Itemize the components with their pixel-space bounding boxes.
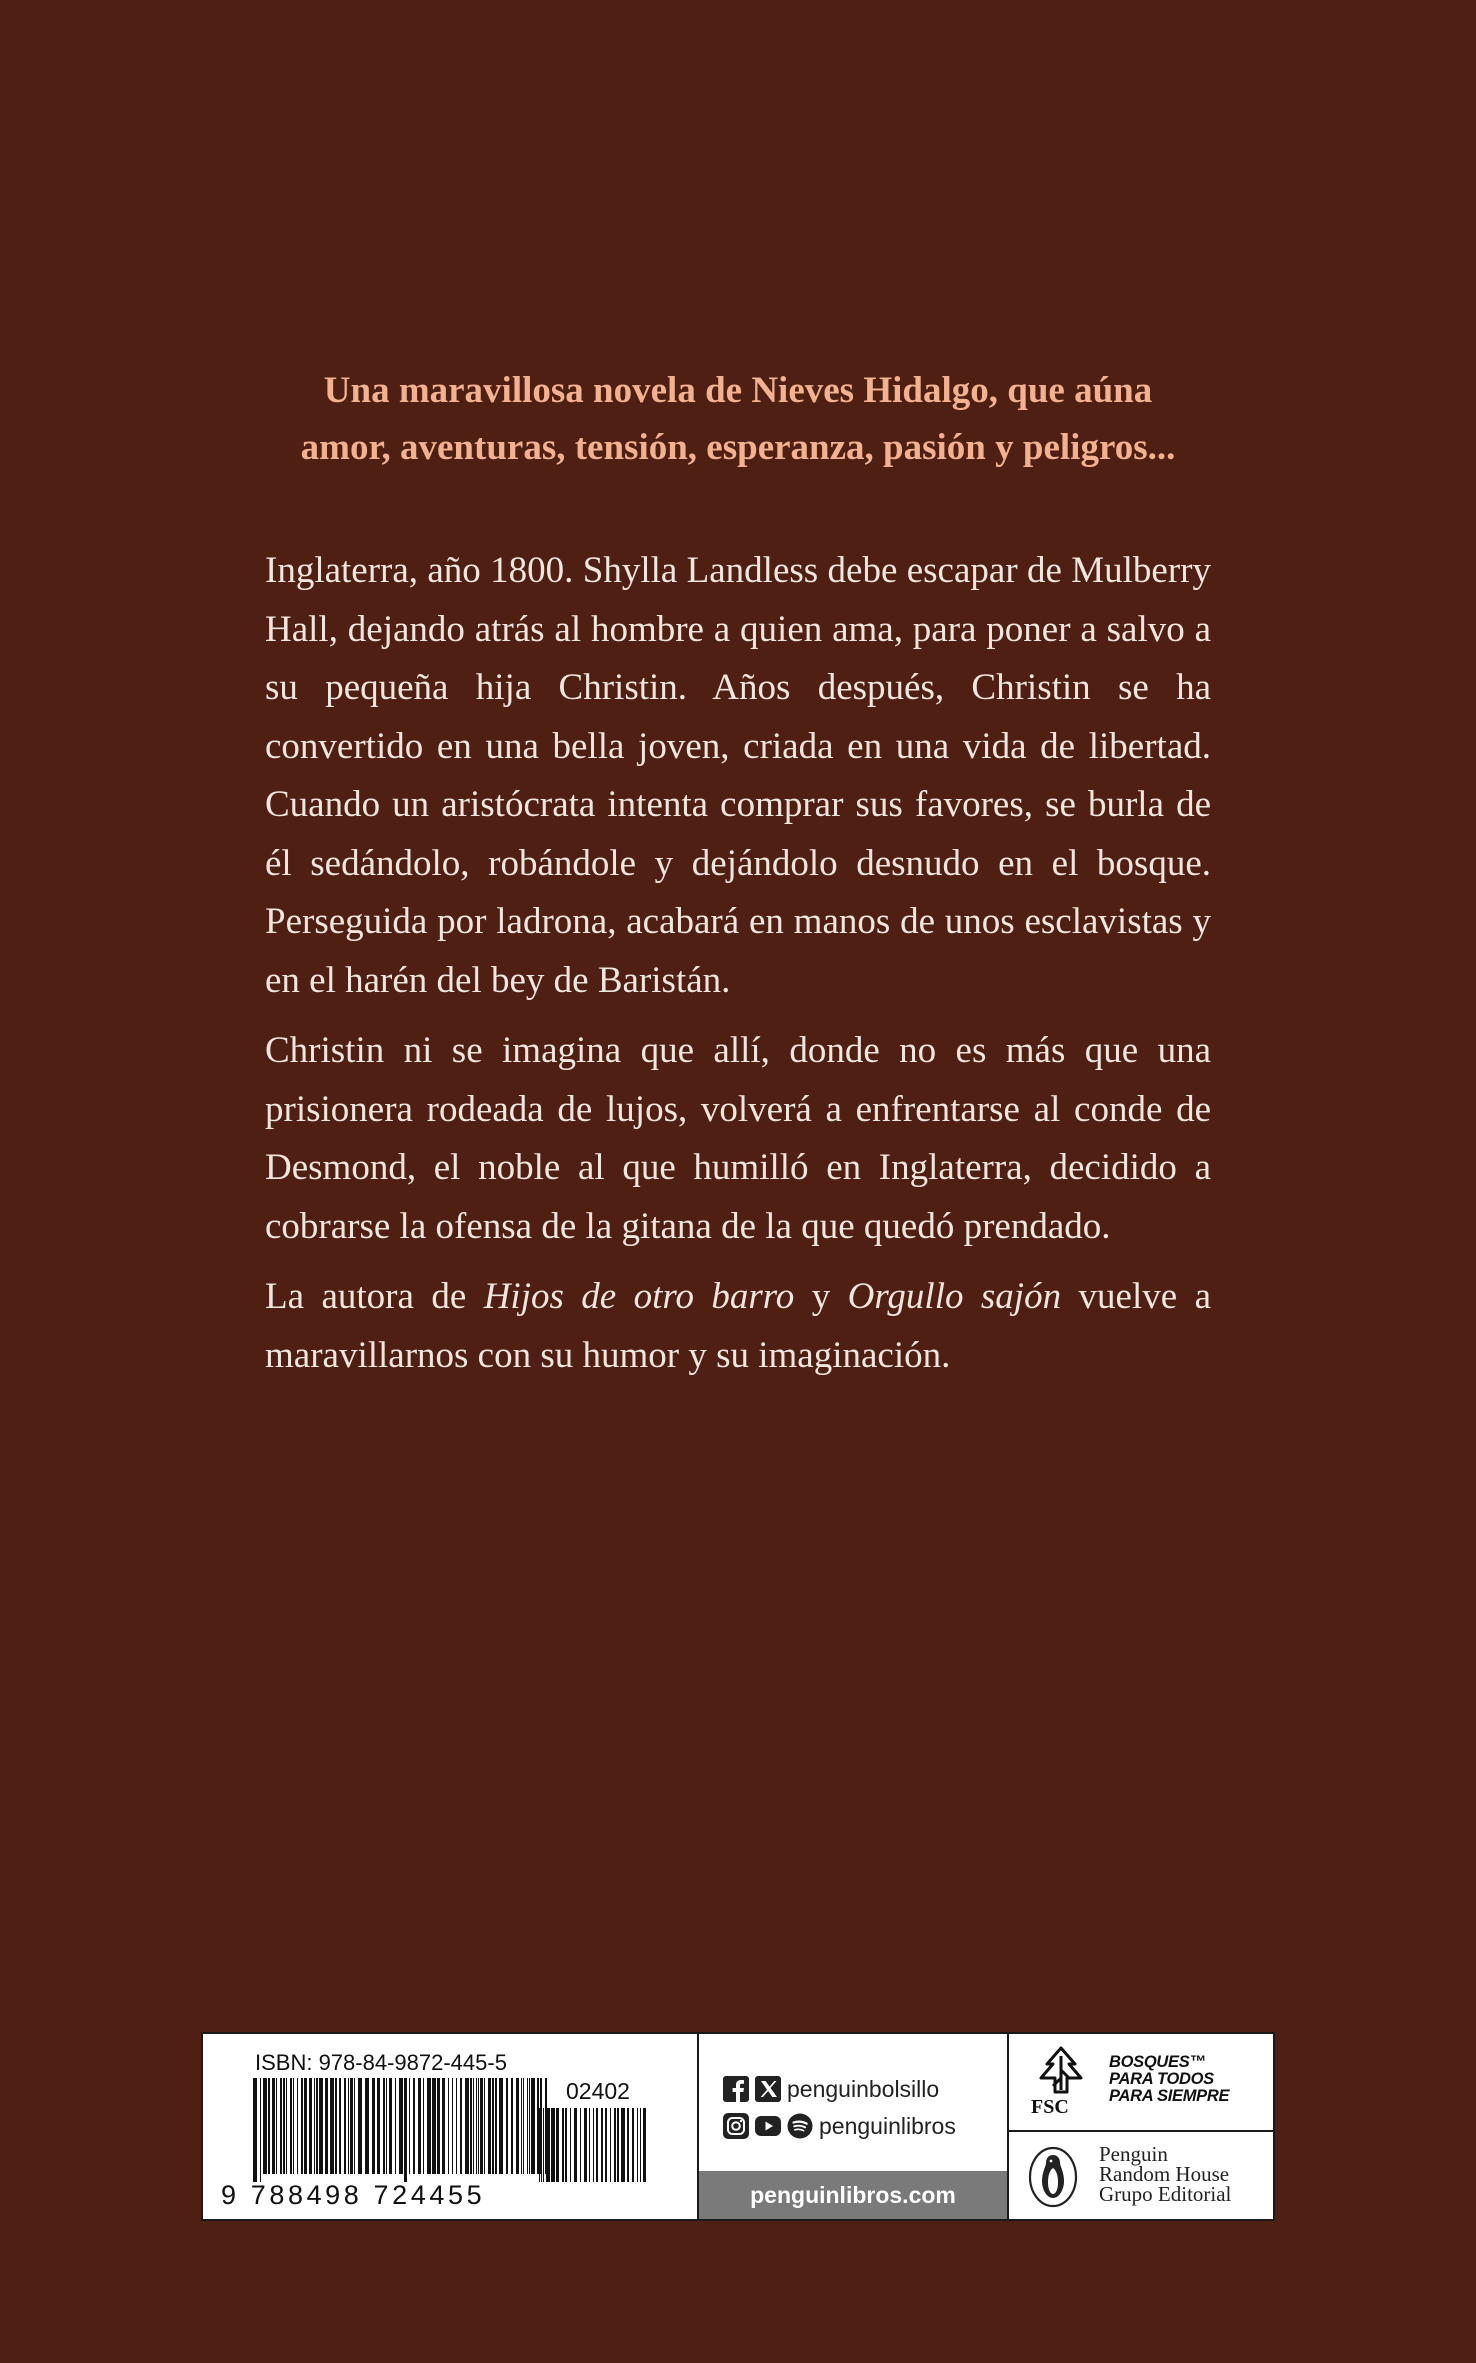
barcode-bar xyxy=(605,2108,607,2182)
book-title-2: Orgullo sajón xyxy=(847,1276,1062,1317)
barcode-bar xyxy=(551,2108,555,2182)
barcode-bar xyxy=(413,2078,415,2174)
barcode-bar xyxy=(565,2108,567,2182)
tagline xyxy=(265,362,1211,476)
barcode-bar xyxy=(399,2078,403,2174)
price-code: 02402 xyxy=(566,2078,630,2104)
barcode-bar xyxy=(610,2108,611,2182)
barcode-bar xyxy=(478,2078,479,2174)
spotify-icon xyxy=(787,2113,813,2139)
barcode-bar xyxy=(529,2078,530,2174)
barcode-bar xyxy=(465,2078,469,2174)
barcode-bar xyxy=(511,2078,513,2174)
barcode-bar xyxy=(389,2078,392,2174)
website-link[interactable]: penguinlibros.com xyxy=(750,2181,956,2208)
barcode-bar xyxy=(523,2078,524,2174)
barcode-bar xyxy=(488,2078,491,2174)
barcode-bar xyxy=(593,2108,594,2182)
barcode-bar xyxy=(643,2108,646,2182)
barcode-bar xyxy=(492,2078,494,2174)
barcode-bar xyxy=(546,2108,550,2182)
barcode-bar xyxy=(280,2078,282,2174)
barcode-bar xyxy=(276,2078,277,2174)
barcode-bar xyxy=(423,2078,424,2174)
synopsis-p3-intro: La autora de xyxy=(265,1276,484,1317)
barcode-bar xyxy=(272,2078,275,2174)
social-panel xyxy=(697,2034,1009,2219)
fsc-slogan xyxy=(1109,2054,1269,2105)
barcode-bar xyxy=(314,2078,315,2174)
barcode-bar xyxy=(521,2078,522,2174)
fsc-label: FSC xyxy=(1031,2096,1069,2118)
barcode-bar xyxy=(621,2108,625,2182)
synopsis-p3-rest: vuelve a maravillarnos con su humor y su imaginación. xyxy=(265,1276,1211,1376)
barcode-bar xyxy=(301,2078,303,2174)
barcode-bar xyxy=(358,2078,362,2174)
barcode-bar xyxy=(574,2108,577,2182)
barcode-bar xyxy=(372,2078,375,2174)
barcode-bar xyxy=(601,2108,603,2182)
synopsis-paragraph-3 xyxy=(265,1268,1211,1385)
fsc-slogan-line-2: PARA TODOS xyxy=(1109,2070,1214,2088)
youtube-icon xyxy=(755,2113,781,2139)
barcode-bar xyxy=(404,2078,407,2182)
barcode-bar xyxy=(543,2108,544,2182)
barcode-bar xyxy=(460,2078,462,2174)
synopsis xyxy=(265,542,1211,1397)
synopsis-paragraph-2: Christin ni se imagina que allí, donde no es más que una prisionera rodeada de lujos, volverá a enfrentarse al conde de Desmond, el noble al que humilló en Inglaterra, decidido a cobrarse la ofensa de la gitana de la que quedó prendado. xyxy=(265,1030,1211,1247)
barcode-bar xyxy=(527,2078,528,2174)
barcode-bar xyxy=(456,2078,457,2174)
synopsis-p3-and: y xyxy=(794,1276,848,1317)
barcode-bar xyxy=(640,2108,641,2182)
barcode-bar xyxy=(437,2078,440,2174)
fsc-certification xyxy=(1009,2034,1273,2132)
barcode-bar xyxy=(335,2078,337,2174)
barcode-bar xyxy=(339,2078,341,2174)
barcode-bar xyxy=(354,2078,355,2174)
barcode-bar xyxy=(309,2078,312,2174)
barcode-bar xyxy=(365,2078,369,2174)
barcode-bar xyxy=(418,2078,421,2174)
barcode-bar xyxy=(290,2078,292,2174)
social-handle-1: penguinbolsillo xyxy=(787,2075,940,2102)
barcode-bar xyxy=(499,2078,503,2174)
barcode-bar xyxy=(484,2078,485,2174)
fsc-tree-icon xyxy=(1031,2044,1091,2096)
barcode-bar xyxy=(596,2108,598,2182)
barcode-bar xyxy=(319,2078,323,2174)
barcode-bar xyxy=(286,2078,287,2174)
barcode-bar xyxy=(580,2108,581,2182)
barcode-bar xyxy=(293,2078,294,2174)
barcode-bar xyxy=(584,2108,587,2182)
penguin-logo-icon xyxy=(1027,2146,1079,2208)
barcode-bar xyxy=(539,2108,540,2182)
barcode-bar xyxy=(260,2078,261,2182)
barcode-bar xyxy=(531,2078,535,2174)
instagram-icon xyxy=(723,2113,749,2139)
barcode-bar xyxy=(589,2108,590,2182)
barcode-bar xyxy=(617,2108,619,2182)
ean-digits: 9 788498 724455 xyxy=(221,2180,486,2210)
publisher-line-1: Penguin xyxy=(1099,2142,1168,2166)
barcode-bar xyxy=(470,2078,472,2174)
barcode-bar xyxy=(268,2078,270,2174)
barcode-bar xyxy=(632,2108,634,2182)
website-bar xyxy=(699,2171,1007,2219)
barcode-bar xyxy=(476,2078,477,2174)
barcode-bar xyxy=(442,2078,445,2174)
barcode-bar xyxy=(570,2108,571,2182)
barcode-bar xyxy=(383,2078,385,2174)
tagline-line-2: amor, aventuras, tensión, esperanza, pasión y peligros... xyxy=(300,427,1176,468)
publisher-name xyxy=(1099,2144,1269,2204)
barcode-bar xyxy=(614,2108,616,2182)
barcode-bar xyxy=(627,2108,629,2182)
synopsis-paragraph-1: Inglaterra, año 1800. Shylla Landless debe escapar de Mulberry Hall, dejando atrás al hombre a quien ama, para poner a salvo a su pequeña hija Christin. Años después, Christin se ha convertido en una bella joven, criada en una vida de libertad. Cuando un aristócrata intenta comprar sus favores, se burla de él sedándolo, robándole y dejándolo desnudo en el bosque. Perseguida por ladrona, acabará en manos de unos esclavistas y en el harén del bey de Baristán. xyxy=(265,550,1211,1001)
barcode-bar xyxy=(395,2078,396,2174)
social-row-1 xyxy=(723,2074,939,2104)
barcode-bar xyxy=(506,2078,508,2174)
barcode-bar xyxy=(637,2108,638,2182)
barcode-bar xyxy=(556,2108,559,2182)
back-cover-info-strip xyxy=(201,2032,1275,2221)
barcode-panel xyxy=(203,2034,695,2219)
social-row-2 xyxy=(723,2111,956,2141)
barcode-bar xyxy=(452,2078,453,2174)
barcode-bar xyxy=(297,2078,298,2174)
barcode-bar xyxy=(386,2078,387,2174)
barcode-bar xyxy=(283,2078,285,2174)
barcode-bar xyxy=(263,2078,267,2174)
barcode-bar xyxy=(253,2078,257,2182)
ean-barcode xyxy=(253,2078,553,2182)
barcode-bar xyxy=(344,2078,346,2174)
x-icon xyxy=(755,2076,781,2102)
publisher-line-2: Random House xyxy=(1099,2162,1230,2186)
barcode-bar xyxy=(325,2078,328,2174)
barcode-bar xyxy=(432,2078,436,2174)
barcode-bar xyxy=(316,2078,318,2174)
barcode-bar xyxy=(473,2078,474,2174)
facebook-icon xyxy=(723,2076,749,2102)
fsc-slogan-line-3: PARA SIEMPRE xyxy=(1109,2087,1230,2105)
barcode-bar xyxy=(562,2108,564,2182)
barcode-bar xyxy=(448,2078,449,2174)
tagline-line-1: Una maravillosa novela de Nieves Hidalgo, que aúna xyxy=(323,370,1153,411)
isbn-label: ISBN: 978-84-9872-445-5 xyxy=(255,2050,507,2075)
barcode-bar xyxy=(427,2078,431,2174)
barcode-bar xyxy=(541,2108,542,2182)
logo-panel xyxy=(1009,2034,1273,2219)
social-handle-2: penguinlibros xyxy=(819,2112,956,2139)
book-title-1: Hijos de otro barro xyxy=(483,1276,795,1317)
barcode-bar xyxy=(516,2078,519,2174)
addon-barcode xyxy=(539,2108,649,2182)
barcode-bar xyxy=(377,2078,380,2174)
barcode-bar xyxy=(409,2078,410,2174)
barcode-bar xyxy=(304,2078,307,2174)
fsc-slogan-line-1: BOSQUES™ xyxy=(1109,2053,1206,2071)
barcode-bar xyxy=(495,2078,497,2174)
barcode-bar xyxy=(348,2078,349,2174)
barcode-bar xyxy=(480,2078,483,2174)
publisher-line-3: Grupo Editorial xyxy=(1099,2182,1232,2206)
barcode-bar xyxy=(330,2078,334,2174)
barcode-bar xyxy=(350,2078,353,2174)
